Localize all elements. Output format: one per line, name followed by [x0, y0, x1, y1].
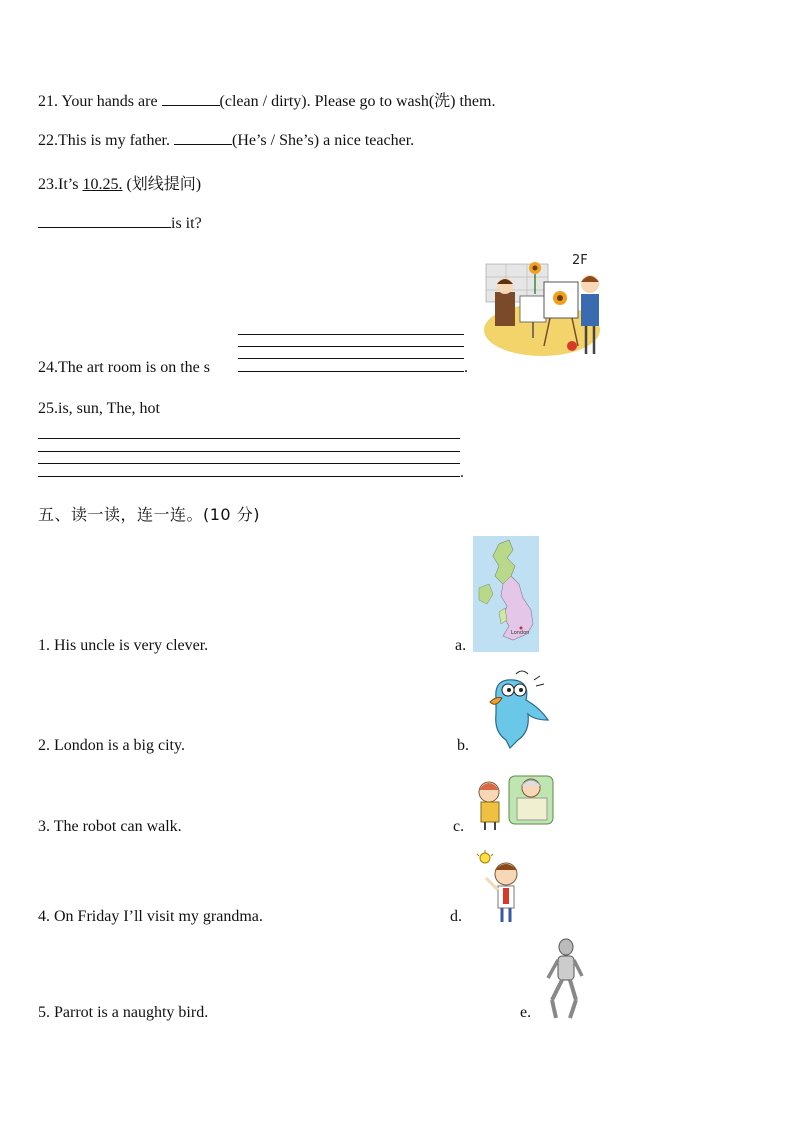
question-text: is it?	[171, 215, 202, 232]
question-text: 23.It’s	[38, 176, 83, 193]
match-sentence-1: 1. His uncle is very clever.	[38, 637, 209, 654]
question-23	[38, 171, 201, 194]
question-21	[38, 88, 495, 111]
uk-map-icon	[473, 536, 539, 652]
question-text: (clean / dirty). Please go to wash(洗) them.	[219, 93, 496, 110]
clever-boy-picture[interactable]	[476, 850, 526, 924]
underlined-time: 10.25.	[82, 176, 123, 193]
question-instruction: (划线提问)	[122, 176, 202, 193]
option-letter-a[interactable]: a.	[455, 637, 467, 654]
parrot-icon	[474, 668, 554, 750]
writing-line	[238, 371, 464, 372]
period: .	[460, 464, 464, 481]
period: .	[464, 359, 468, 376]
question-text: 22.This is my father.	[38, 132, 174, 149]
question-22	[38, 130, 414, 150]
robot-icon	[540, 938, 588, 1022]
parrot-picture[interactable]	[474, 668, 554, 750]
question-24	[38, 359, 210, 377]
option-letter-b[interactable]: b.	[457, 737, 469, 754]
art-room-illustration	[480, 250, 610, 368]
option-letter-d[interactable]: d.	[450, 908, 462, 925]
question-text: (He’s / She’s) a nice teacher.	[231, 132, 415, 149]
writing-line	[238, 346, 464, 347]
writing-line	[38, 438, 460, 439]
boy-with-idea-icon	[476, 850, 526, 924]
answer-blank[interactable]	[38, 213, 171, 228]
answer-blank[interactable]	[174, 130, 232, 145]
visiting-grandma-picture[interactable]	[473, 770, 555, 832]
match-sentence-4: 4. On Friday I’ll visit my grandma.	[38, 908, 263, 925]
writing-line	[38, 463, 460, 464]
floor-label: 2F	[572, 253, 588, 268]
match-sentence-3: 3. The robot can walk.	[38, 818, 182, 835]
writing-line	[38, 476, 460, 477]
match-sentence-2: 2. London is a big city.	[38, 737, 185, 754]
uk-map-picture[interactable]	[473, 536, 539, 652]
question-25: 25.is, sun, The, hot	[38, 400, 160, 417]
writing-line	[238, 334, 464, 335]
writing-line	[238, 358, 464, 359]
question-text: . Your hands are	[54, 93, 162, 110]
question-text: 24.The art room is on the s	[38, 359, 210, 376]
match-sentence-5: 5. Parrot is a naughty bird.	[38, 1004, 209, 1021]
option-letter-e[interactable]: e.	[520, 1004, 532, 1021]
writing-line	[38, 451, 460, 452]
art-room-picture	[480, 250, 610, 368]
question-number: 21	[38, 93, 54, 110]
section-5-title: 五、读一读，连一连。(10 分)	[38, 505, 260, 524]
option-letter-c[interactable]: c.	[453, 818, 465, 835]
question-23-answer	[38, 213, 202, 233]
answer-blank[interactable]	[162, 91, 220, 106]
map-london-label: London	[511, 630, 530, 636]
walking-robot-picture[interactable]	[540, 938, 588, 1022]
grandma-visit-icon	[473, 770, 555, 832]
